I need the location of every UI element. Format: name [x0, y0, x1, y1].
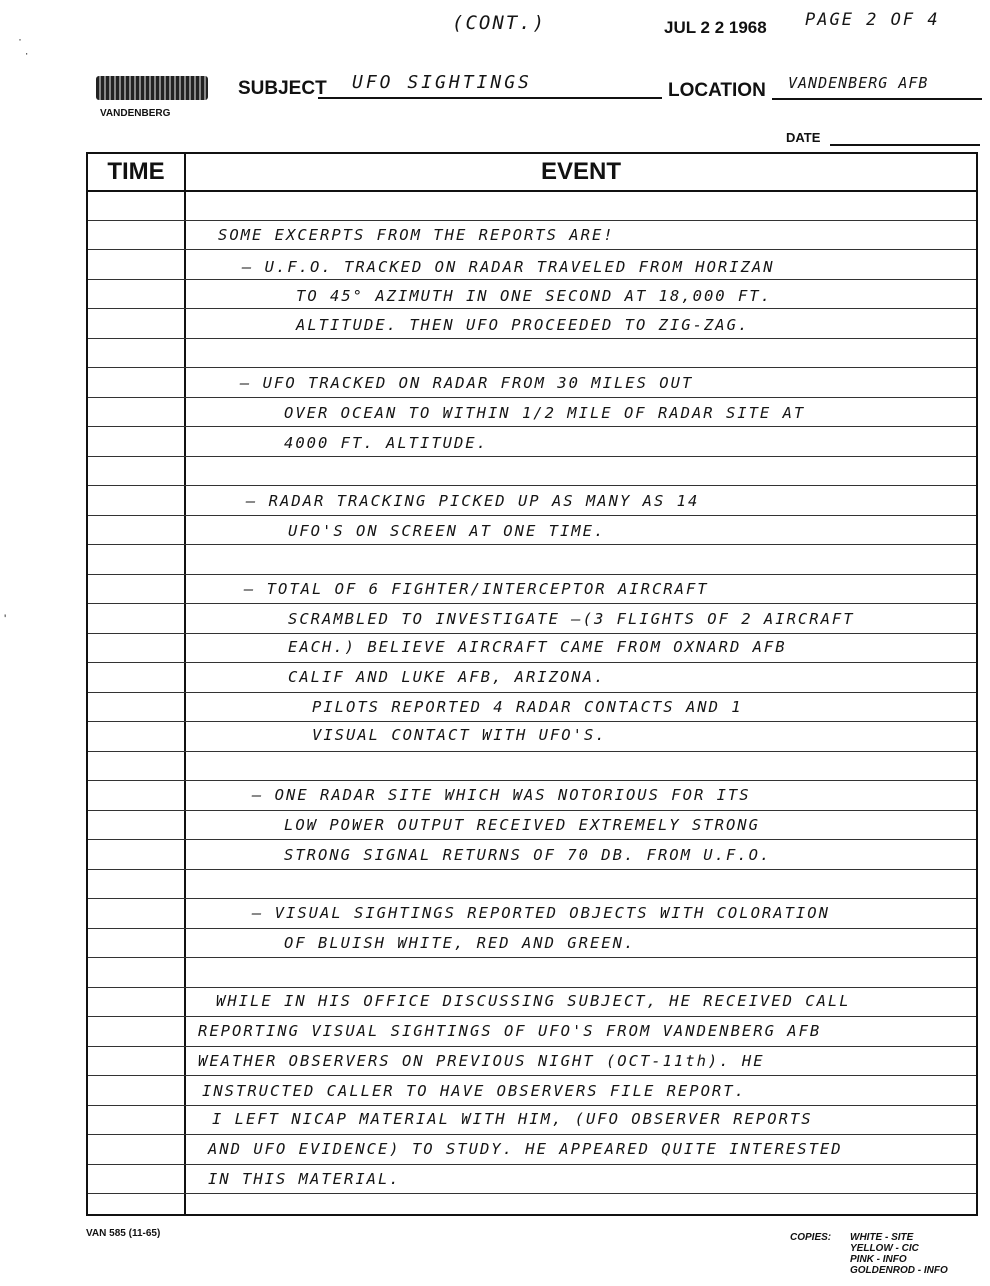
- entry-line: — RADAR TRACKING PICKED UP AS MANY AS 14: [246, 492, 700, 510]
- ruled-line: [88, 1105, 976, 1106]
- entry-line: — ONE RADAR SITE WHICH WAS NOTORIOUS FOR ITS: [252, 786, 751, 804]
- entry-line: INSTRUCTED CALLER TO HAVE OBSERVERS FILE REPORT.: [202, 1082, 746, 1100]
- subject-label: SUBJECT: [238, 78, 327, 99]
- ruled-line: [88, 1134, 976, 1135]
- entry-line: WEATHER OBSERVERS ON PREVIOUS NIGHT (OCT-11th). HE: [198, 1052, 765, 1070]
- ruled-line: [88, 456, 976, 457]
- ruled-line: [88, 574, 976, 575]
- ruled-line: [88, 1016, 976, 1017]
- entry-line: PILOTS REPORTED 4 RADAR CONTACTS AND 1: [312, 698, 743, 716]
- ruled-line: [88, 810, 976, 811]
- entry-line: — VISUAL SIGHTINGS REPORTED OBJECTS WITH COLORATION: [252, 904, 830, 922]
- ruled-line: [88, 603, 976, 604]
- form-number: VAN 585 (11-65): [86, 1228, 161, 1239]
- copies-label: COPIES:: [790, 1232, 832, 1243]
- scan-speck: ': [4, 612, 7, 626]
- time-column-header: TIME: [107, 158, 165, 185]
- ruled-line: [88, 928, 976, 929]
- ruled-line: [88, 1046, 976, 1047]
- ruled-line: [88, 544, 976, 545]
- copies-distribution: [850, 1232, 948, 1276]
- ruled-line: [88, 662, 976, 663]
- date-stamp: JUL 2 2 1968: [664, 18, 767, 37]
- entry-line: OVER OCEAN TO WITHIN 1/2 MILE OF RADAR SITE AT: [284, 404, 806, 422]
- entry-line: WHILE IN HIS OFFICE DISCUSSING SUBJECT, HE RECEIVED CALL: [216, 992, 851, 1010]
- ruled-line: [88, 898, 976, 899]
- ruled-line: [88, 957, 976, 958]
- entry-line: ALTITUDE. THEN UFO PROCEEDED TO ZIG-ZAG.: [296, 316, 750, 334]
- entry-line: 4000 FT. ALTITUDE.: [284, 434, 488, 452]
- location-underline: [772, 98, 982, 100]
- ruled-line: [88, 987, 976, 988]
- entry-line: UFO'S ON SCREEN AT ONE TIME.: [288, 522, 606, 540]
- ruled-line: [88, 397, 976, 398]
- entry-line: CALIF AND LUKE AFB, ARIZONA.: [288, 668, 606, 686]
- org-label: VANDENBERG: [100, 108, 171, 119]
- entry-line: — UFO TRACKED ON RADAR FROM 30 MILES OUT: [240, 374, 694, 392]
- ruled-line: [88, 869, 976, 870]
- entry-line: LOW POWER OUTPUT RECEIVED EXTREMELY STRONG: [284, 816, 760, 834]
- entry-line: — U.F.O. TRACKED ON RADAR TRAVELED FROM HORIZAN: [242, 258, 775, 276]
- column-divider: [184, 154, 186, 1214]
- date-underline: [830, 144, 980, 146]
- entry-line: OF BLUISH WHITE, RED AND GREEN.: [284, 934, 636, 952]
- continuation-note: (CONT.): [452, 12, 547, 34]
- ruled-line: [88, 751, 976, 752]
- ruled-line: [88, 1193, 976, 1194]
- scan-specks: · ·: [18, 32, 29, 60]
- ruled-line: [88, 839, 976, 840]
- entry-line: VISUAL CONTACT WITH UFO'S.: [312, 726, 607, 744]
- entry-line: I LEFT NICAP MATERIAL WITH HIM, (UFO OBSERVER REPORTS: [212, 1110, 813, 1128]
- event-column-header: EVENT: [540, 158, 621, 185]
- ruled-line: [88, 721, 976, 722]
- ruled-line: [88, 1075, 976, 1076]
- copy-item: YELLOW - CIC: [850, 1243, 919, 1254]
- date-label: DATE: [786, 130, 821, 145]
- entry-line: AND UFO EVIDENCE) TO STUDY. HE APPEARED QUITE INTERESTED: [208, 1140, 843, 1158]
- entry-line: TO 45° AZIMUTH IN ONE SECOND AT 18,000 FT.: [296, 287, 772, 305]
- ruled-line: [88, 190, 976, 192]
- ruled-line: [88, 426, 976, 427]
- ruled-line: [88, 633, 976, 634]
- entry-line: IN THIS MATERIAL.: [208, 1170, 401, 1188]
- ruled-line: [88, 515, 976, 516]
- copy-item: PINK - INFO: [850, 1254, 907, 1265]
- vandenberg-logo: [96, 76, 208, 100]
- ruled-line: [88, 338, 976, 339]
- location-label: LOCATION: [668, 80, 766, 101]
- ruled-line: [88, 692, 976, 693]
- ruled-line: [88, 367, 976, 368]
- copy-item: GOLDENROD - INFO: [850, 1265, 948, 1276]
- ruled-line: [88, 485, 976, 486]
- ruled-line: [88, 249, 976, 250]
- subject-underline: [318, 97, 662, 99]
- subject-value: UFO SIGHTINGS: [352, 72, 532, 93]
- entry-line: SCRAMBLED TO INVESTIGATE —(3 FLIGHTS OF 2 AIRCRAFT: [288, 610, 855, 628]
- event-log-table: [86, 152, 978, 1216]
- ruled-line: [88, 220, 976, 221]
- page-number: PAGE 2 OF 4: [805, 10, 940, 30]
- ruled-line: [88, 279, 976, 280]
- ruled-line: [88, 308, 976, 309]
- copy-item: WHITE - SITE: [850, 1232, 914, 1243]
- entry-line: STRONG SIGNAL RETURNS OF 70 DB. FROM U.F.O.: [284, 846, 772, 864]
- entry-line: — TOTAL OF 6 FIGHTER/INTERCEPTOR AIRCRAFT: [244, 580, 709, 598]
- ruled-line: [88, 780, 976, 781]
- location-value: VANDENBERG AFB: [788, 74, 929, 92]
- entry-line: EACH.) BELIEVE AIRCRAFT CAME FROM OXNARD AFB: [288, 638, 787, 656]
- entry-line: SOME EXCERPTS FROM THE REPORTS ARE!: [218, 226, 615, 244]
- ruled-line: [88, 1164, 976, 1165]
- entry-line: REPORTING VISUAL SIGHTINGS OF UFO'S FROM VANDENBERG AFB: [198, 1022, 822, 1040]
